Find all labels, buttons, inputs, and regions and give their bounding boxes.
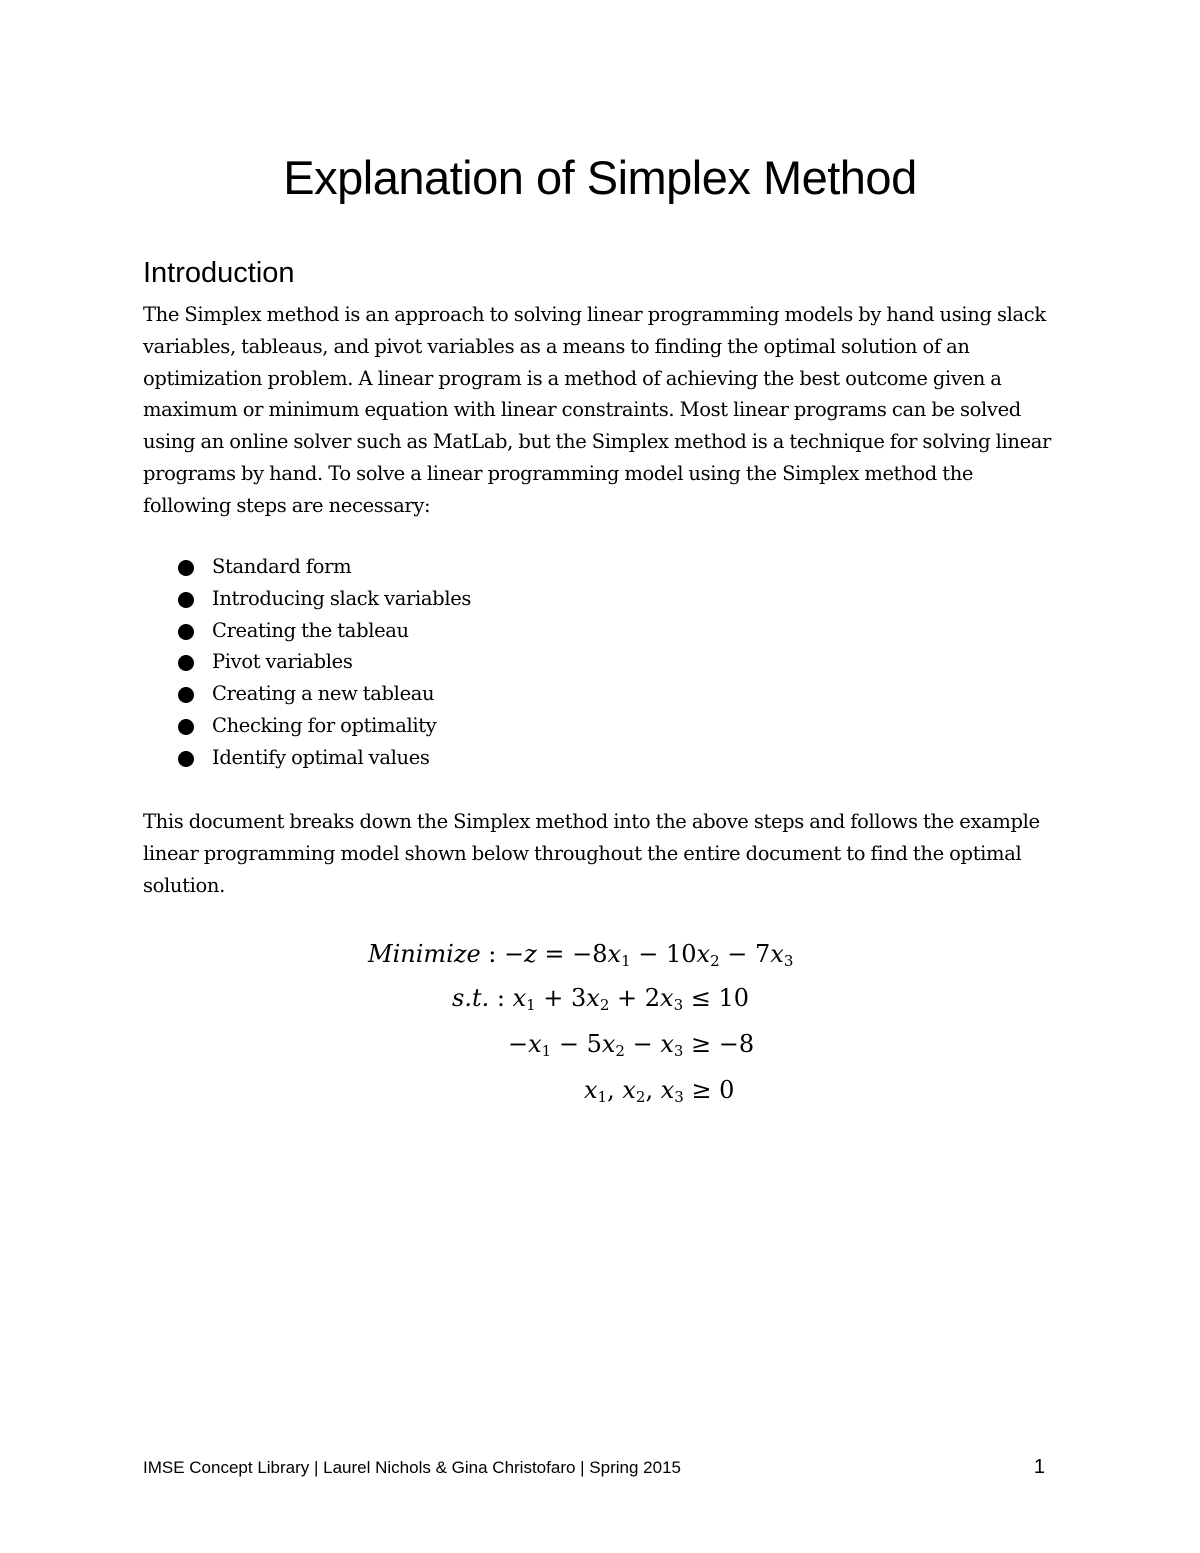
- footer-text: IMSE Concept Library | Laurel Nichols & Gina Christofaro | Spring 2015: [143, 1458, 681, 1477]
- list-item: [143, 583, 471, 615]
- list-item: [143, 710, 471, 742]
- list-item: [143, 678, 471, 710]
- section-heading-introduction: Introduction: [143, 257, 295, 289]
- bullet-icon: [178, 624, 194, 640]
- step-label: Standard form: [212, 555, 352, 578]
- closing-paragraph: This document breaks down the Simplex method into the above steps and follows the example linear programming model shown below throughout the entire document to find the optimal solution.: [143, 810, 1040, 897]
- bullet-icon: [178, 687, 194, 703]
- list-item: [143, 551, 471, 583]
- steps-list: [143, 551, 471, 774]
- page-title: Explanation of Simplex Method: [283, 151, 917, 204]
- nonnegativity-constraint: $x_1$, $x_2$, $x_3 \ge 0$: [584, 1076, 735, 1106]
- step-label: Pivot variables: [212, 650, 353, 674]
- step-label: Checking for optimality: [212, 713, 437, 737]
- page-number: 1: [1033, 1456, 1045, 1478]
- constraint-1-equation: s.t. : $x_1 + 3x_2 + 2x_3 \le 10$: [452, 984, 750, 1014]
- bullet-icon: [178, 560, 194, 576]
- list-item: [143, 615, 471, 647]
- constraint-2-equation: $-x_1 - 5x_2 - x_3 \ge -8$: [508, 1030, 755, 1060]
- step-label: Identify optimal values: [212, 745, 430, 769]
- list-item: [143, 742, 471, 774]
- bullet-icon: [178, 592, 194, 608]
- linear-program-model: [0, 930, 1200, 1120]
- bullet-icon: [178, 751, 194, 767]
- bullet-icon: [178, 655, 194, 671]
- intro-paragraph: The Simplex method is an approach to solving linear programming models by hand using slack variables, tableaus, and pivot variables as a means to finding the optimal solution of an optimization problem. A linear program is a method of achieving the best outcome given a maximum or minimum equation with linear constraints. Most linear programs can be solved using an online solver such as MatLab, but the Simplex method is a technique for solving linear programs by hand. To solve a linear programming model using the Simplex method the following steps are necessary:: [143, 303, 1052, 517]
- step-label: Introducing slack variables: [212, 586, 472, 610]
- list-item: [143, 646, 471, 678]
- step-label: Creating the tableau: [212, 618, 409, 642]
- objective-equation: Minimize : $-z = -8x_1 - 10x_2 - 7x_3$: [368, 940, 794, 970]
- bullet-icon: [178, 719, 194, 735]
- step-label: Creating a new tableau: [212, 682, 435, 706]
